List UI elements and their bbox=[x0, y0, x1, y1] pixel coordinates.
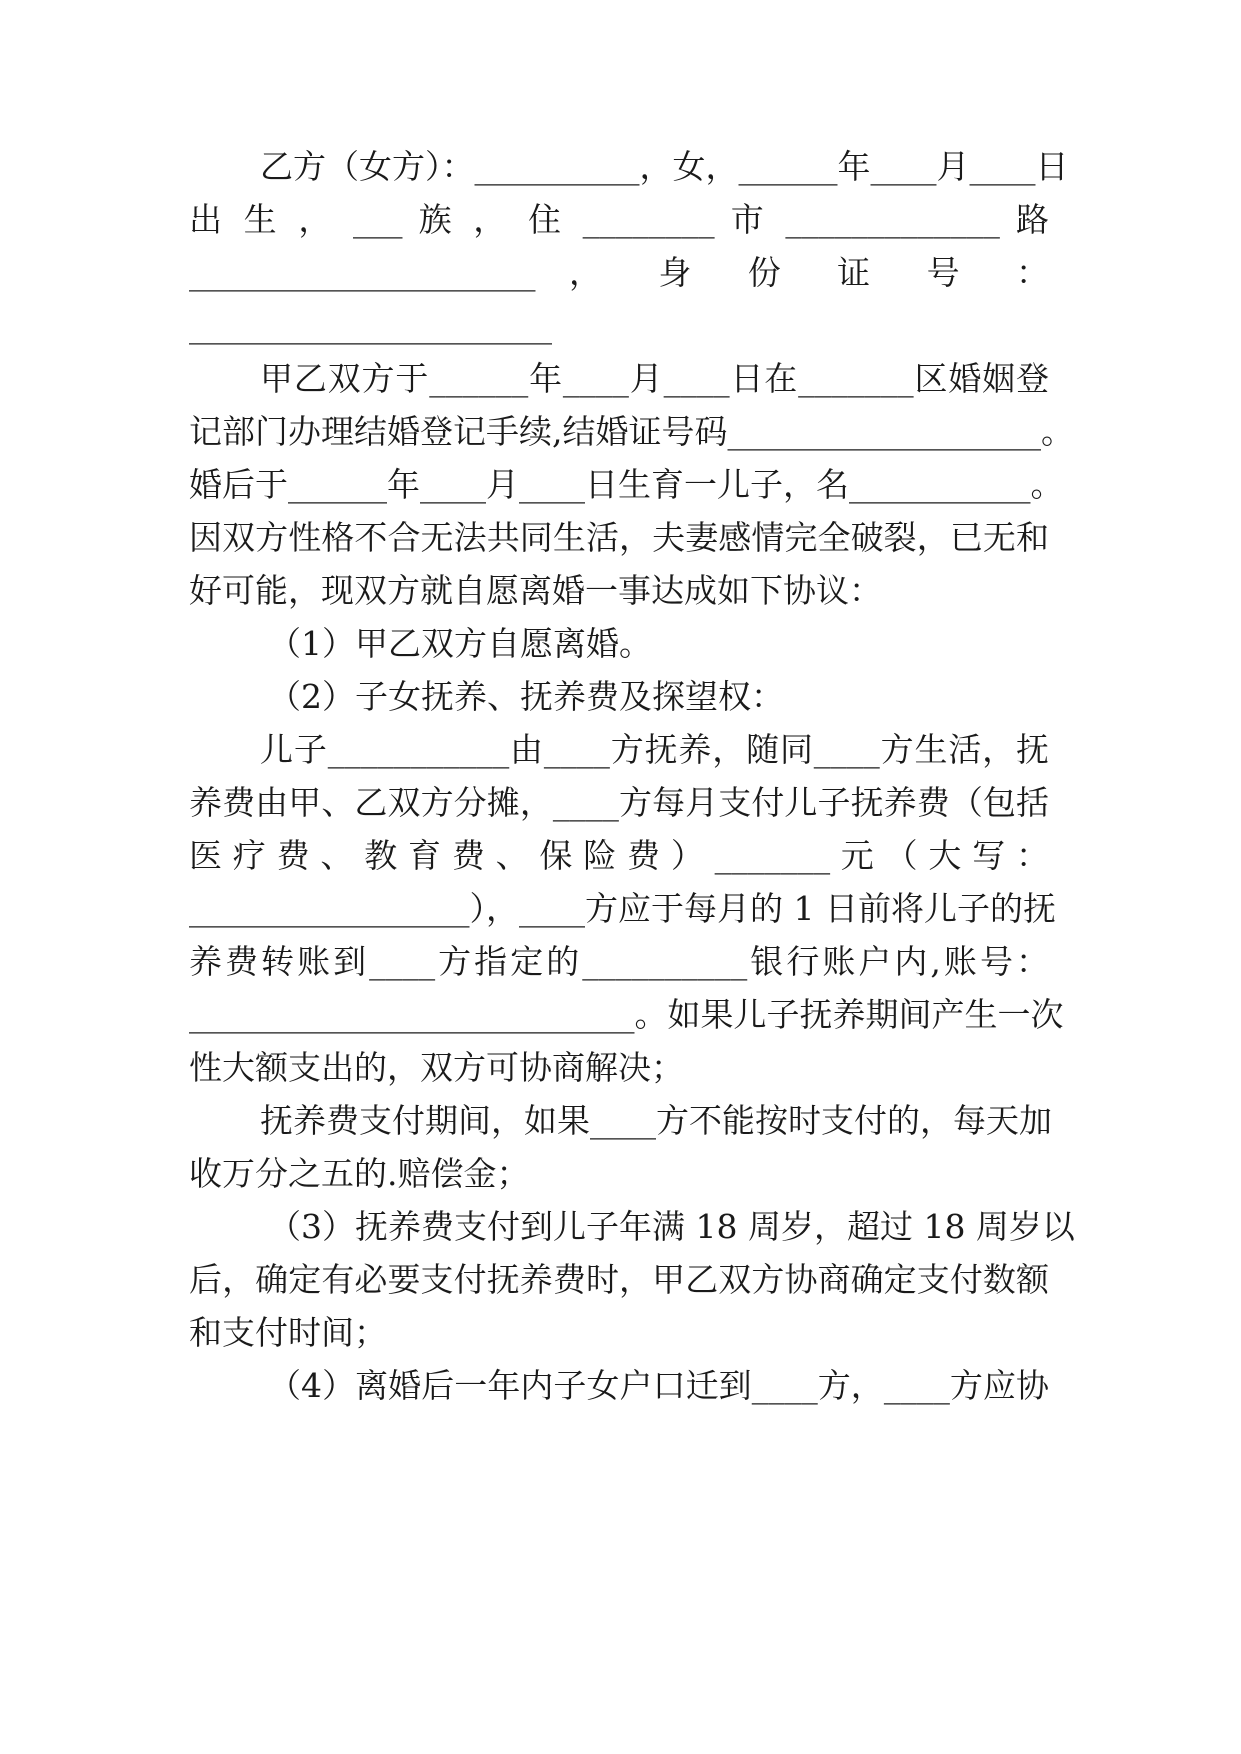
text-line: 和支付时间； bbox=[189, 1313, 387, 1352]
text-line: 抚养费支付期间，如果____方不能按时支付的，每天加 bbox=[260, 1101, 1052, 1140]
text-line: 乙方（女方）：__________，女，______年____月____日 bbox=[260, 147, 1069, 186]
text-line: _________________），____方应于每月的 1 日前将儿子的抚 bbox=[189, 889, 1056, 928]
text-line: 收万分之五的.赔偿金； bbox=[189, 1154, 530, 1193]
text-line: 养费由甲、乙双方分摊，____方每月支付儿子抚养费（包括 bbox=[189, 783, 1049, 822]
text-line: ______________________ bbox=[189, 306, 552, 345]
clause-heading: （3）抚养费支付到儿子年满 18 周岁，超过 18 周岁以 bbox=[268, 1207, 1075, 1246]
clause-heading: （1）甲乙双方自愿离婚。 bbox=[268, 624, 652, 663]
text-line: ___________________________。如果儿子抚养期间产生一次 bbox=[189, 995, 1064, 1034]
clause-heading: （2）子女抚养、抚养费及探望权： bbox=[268, 677, 784, 716]
clause-heading: （4）离婚后一年内子女户口迁到____方，____方应协 bbox=[268, 1366, 1049, 1405]
text-line: _____________________ ， 身 份 证 号 ： bbox=[189, 253, 1049, 292]
text-line: 养费转账到____方指定的__________银行账户内,账号： bbox=[189, 942, 1049, 981]
text-line: 医 疗 费 、 教 育 费 、 保 险 费 ） _______ 元 （ 大 写 ： bbox=[189, 836, 1049, 875]
text-line: 记部门办理结婚登记手续,结婚证号码___________________。 bbox=[189, 412, 1074, 451]
text-line: 后，确定有必要支付抚养费时，甲乙双方协商确定支付数额 bbox=[189, 1260, 1049, 1299]
text-line: 性大额支出的，双方可协商解决； bbox=[189, 1048, 684, 1087]
text-line: 儿子___________由____方抚养，随同____方生活，抚 bbox=[260, 730, 1049, 769]
text-line: 好可能，现双方就自愿离婚一事达成如下协议： bbox=[189, 571, 882, 610]
text-line: 因双方性格不合无法共同生活，夫妻感情完全破裂，已无和 bbox=[189, 518, 1049, 557]
text-line: 出 生 ， ___ 族 ， 住 ________ 市 _____________ 路 bbox=[189, 200, 1049, 239]
text-line: 婚后于______年____月____日生育一儿子，名___________。 bbox=[189, 465, 1064, 504]
text-line: 甲乙双方于______年____月____日在_______区婚姻登 bbox=[260, 359, 1049, 398]
